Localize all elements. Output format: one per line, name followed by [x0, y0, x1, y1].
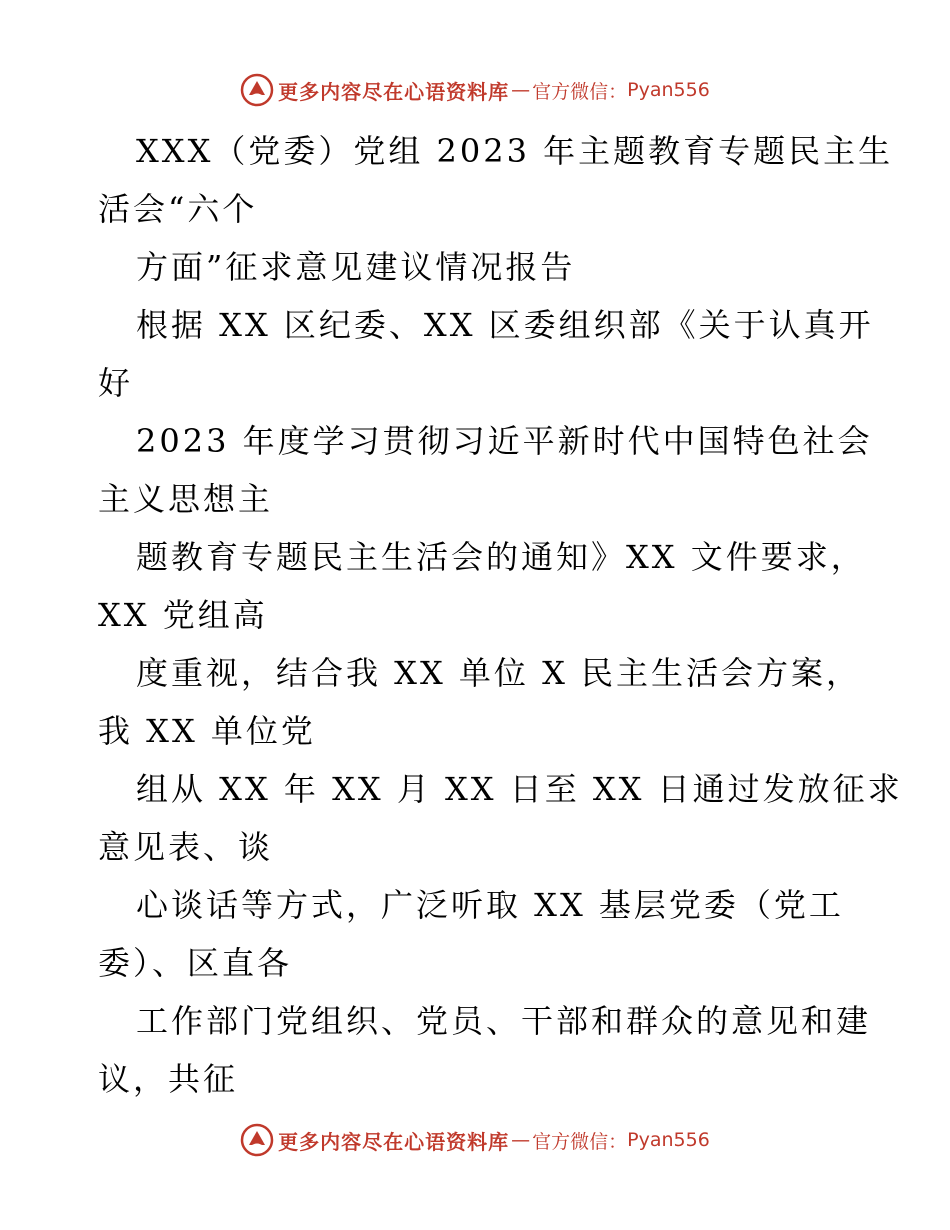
paragraph-line: 2023 年度学习贯彻习近平新时代中国特色社会	[136, 422, 873, 460]
title-line-1: XXX（党委）党组 2023 年主题教育专题民主生	[136, 132, 894, 170]
banner-wechat-label: 官方微信：	[532, 1130, 628, 1153]
paragraph-line: 工作部门党组织、党员、干部和群众的意见和建	[136, 1002, 872, 1040]
book-logo-icon	[240, 73, 274, 107]
paragraph-line: XX 党组高	[98, 596, 268, 634]
banner-wechat-id: Pyan556	[627, 1129, 710, 1151]
title-line-3: 方面”征求意见建议情况报告	[136, 248, 576, 286]
paragraph-line: 我 XX 单位党	[98, 712, 316, 750]
paragraph-line: 委）、区直各	[98, 944, 293, 982]
banner-main-text: 更多内容尽在心语资料库	[278, 79, 510, 104]
banner-main-text: 更多内容尽在心语资料库	[278, 1129, 510, 1154]
paragraph-line: 度重视，结合我 XX 单位 X 民主生活会方案，	[136, 654, 862, 692]
paragraph-line: 好	[98, 364, 134, 402]
title-line-2: 活会“六个	[98, 190, 258, 228]
paragraph-line: 意见表、谈	[98, 828, 274, 866]
paragraph-line: 根据 XX 区纪委、XX 区委组织部《关于认真开	[136, 306, 874, 344]
banner-wechat-label: 官方微信：	[532, 80, 628, 103]
paragraph-line: 议，共征	[98, 1060, 239, 1098]
paragraph-line: 心谈话等方式，广泛听取 XX 基层党委（党工	[136, 886, 844, 924]
paragraph-line: 题教育专题民主生活会的通知》XX 文件要求，	[136, 538, 866, 576]
banner-wechat-id: Pyan556	[627, 79, 710, 101]
book-logo-icon	[240, 1123, 274, 1157]
header-banner	[0, 70, 950, 110]
banner-separator: —	[511, 1129, 531, 1151]
document-body	[98, 122, 903, 1108]
paragraph-line: 主义思想主	[98, 480, 274, 518]
banner-separator: —	[511, 79, 531, 101]
footer-banner	[0, 1120, 950, 1160]
paragraph-line: 组从 XX 年 XX 月 XX 日至 XX 日通过发放征求	[136, 770, 903, 808]
